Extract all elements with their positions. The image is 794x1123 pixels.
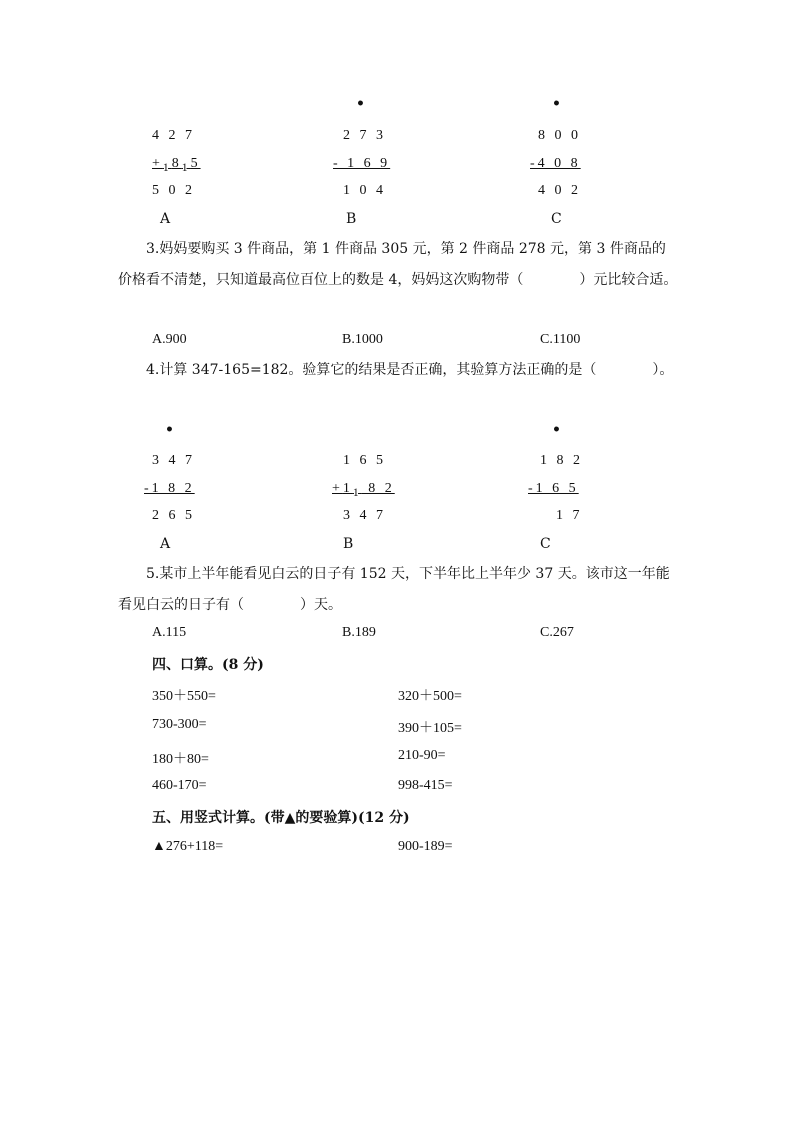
q2-b-line2: - 1 6 9 [333,156,391,171]
q4-a-label: A [160,536,171,552]
section4-title: 四、口算。(8 分) [152,657,264,673]
q3-option-c: C.1100 [540,332,581,347]
q2-b-label: B [346,211,357,227]
q5-text: 5.某市上半年能看见白云的日子有 152 天，下半年比上半年少 37 天。该市这一年能看见白云的日子有（ ）天。 [118,566,670,613]
q4-c-line1: 1 8 2 [540,453,583,468]
section5-title: 五、用竖式计算。(带▲的要验算)(12 分) [152,810,410,826]
q2-c-label: C [551,211,562,227]
q4-b-line2: $+1_1$ 8 2 [332,481,395,499]
q4-b-line1: 1 6 5 [343,453,386,468]
vertical-calc-item: ▲276+118= [152,839,224,854]
mental-item: 730-300= [152,717,207,732]
q4-a-dot: • [165,422,174,438]
q3-option-a: A.900 [152,332,187,347]
q4-c-label: C [540,536,551,552]
q2-c-dot: • [552,96,561,112]
q2-a-line2: $+_18_15$ [152,156,201,174]
mental-item: 460-170= [152,778,207,793]
q4-a-line2: -1 8 2 [144,481,195,496]
mental-item: 180＋80= [152,752,209,767]
mental-item: 210-90= [398,748,446,763]
q4-c-line2: -1 6 5 [528,481,579,496]
q5-option-a: A.115 [152,625,187,640]
vertical-calc-item: 900-189= [398,839,453,854]
q2-a-label: A [160,211,171,227]
q2-b-dot: • [356,96,365,112]
q4-c-dot: • [552,422,561,438]
q4-b-line3: 3 4 7 [343,508,386,523]
q4-b-label: B [343,536,354,552]
q5-option-b: B.189 [342,625,376,640]
q3-option-b: B.1000 [342,332,383,347]
q2-c-line3: 4 0 2 [538,183,581,198]
q2-a-line3: 5 0 2 [152,183,195,198]
mental-item: 320＋500= [398,689,462,704]
q5-option-c: C.267 [540,625,574,640]
mental-item: 390＋105= [398,721,462,736]
q4-a-line1: 3 4 7 [152,453,195,468]
q2-a-line1: 4 2 7 [152,128,195,143]
q2-b-line1: 2 7 3 [343,128,386,143]
q3-text: 3.妈妈要购买 3 件商品，第 1 件商品 305 元，第 2 件商品 278 元，第 3 件商品的价格看不清楚，只知道最高位百位上的数是 4，妈妈这次购物带（ ）元比较合适。 [118,241,678,288]
mental-item: 998-415= [398,778,453,793]
mental-item: 350＋550= [152,689,216,704]
q4-a-line3: 2 6 5 [152,508,195,523]
q2-b-line3: 1 0 4 [343,183,386,198]
q4-c-line3: 1 7 [556,508,583,523]
q2-c-line1: 8 0 0 [538,128,581,143]
q2-c-line2: -4 0 8 [530,156,581,171]
q4-text: 4.计算 347-165=182。验算它的结果是否正确，其验算方法正确的是（ ）。 [146,362,674,378]
